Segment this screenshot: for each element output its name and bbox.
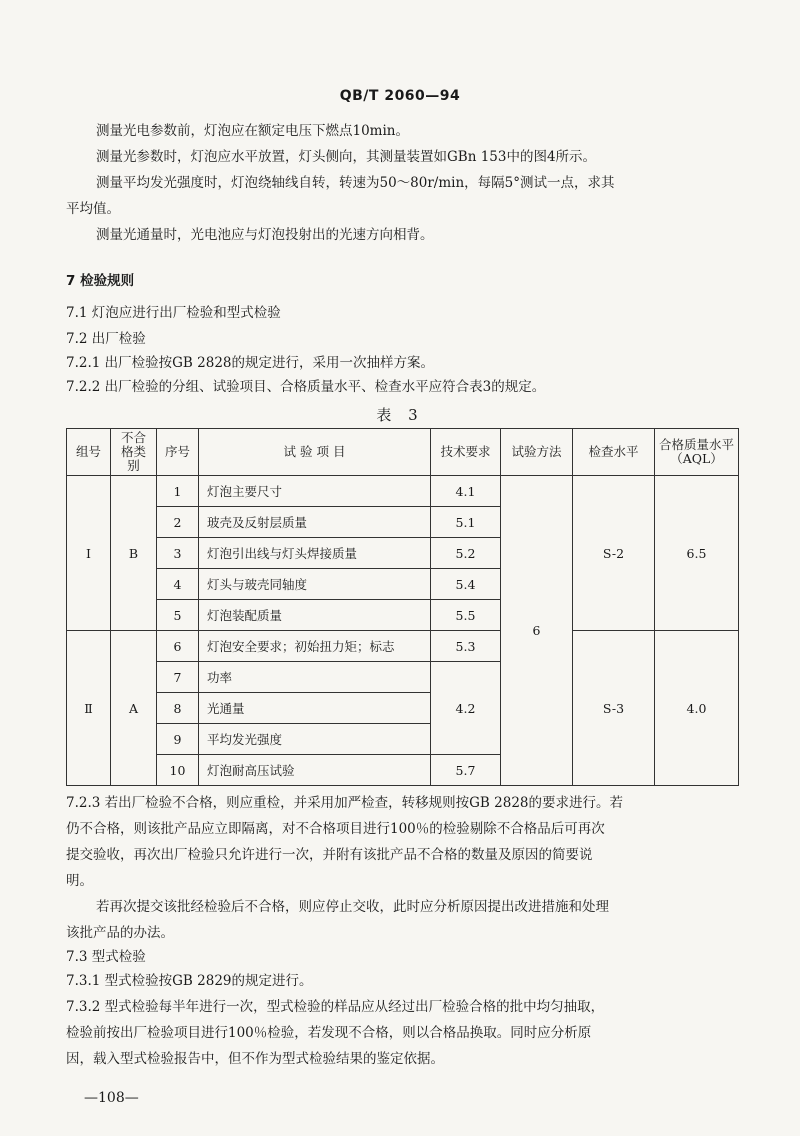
aql-cell: 4.0 [655, 631, 739, 786]
header-group: 组号 [67, 429, 111, 476]
tech-cell: 5.1 [431, 507, 501, 538]
standard-code-header: QB/T 2060—94 [339, 88, 461, 104]
intro-paragraph-3-cont: 平均值。 [66, 201, 120, 217]
header-seq: 序号 [157, 429, 199, 476]
seq-cell: 9 [157, 724, 199, 755]
category-cell: A [111, 631, 157, 786]
tech-cell: 4.1 [431, 476, 501, 507]
tech-cell: 5.3 [431, 631, 501, 662]
group-cell: Ⅰ [67, 476, 111, 631]
header-level: 检查水平 [573, 429, 655, 476]
header-method: 试验方法 [501, 429, 573, 476]
resubmit-paragraph-line-2: 该批产品的办法。 [66, 925, 174, 941]
section-7-2-1: 7.2.1 出厂检验按GB 2828的规定进行，采用一次抽样方案。 [66, 355, 434, 371]
method-cell: 6 [501, 476, 573, 786]
item-cell: 灯泡引出线与灯头焊接质量 [199, 538, 431, 569]
inspection-table [66, 428, 739, 786]
table-row [67, 631, 739, 662]
seq-cell: 5 [157, 600, 199, 631]
group-cell: Ⅱ [67, 631, 111, 786]
item-cell: 平均发光强度 [199, 724, 431, 755]
section-7-2-2: 7.2.2 出厂检验的分组、试验项目、合格质量水平、检查水平应符合表3的规定。 [66, 379, 546, 395]
seq-cell: 6 [157, 631, 199, 662]
level-cell: S-3 [573, 631, 655, 786]
section-7-2: 7.2 出厂检验 [66, 331, 146, 347]
seq-cell: 8 [157, 693, 199, 724]
section-7-2-3-line-1: 7.2.3 若出厂检验不合格，则应重检，并采用加严检查，转移规则按GB 2828的要求进行。若 [66, 795, 623, 811]
intro-paragraph-3: 测量平均发光强度时，灯泡绕轴线自转，转速为50～80r/min，每隔5°测试一点，求其 [96, 175, 615, 191]
item-cell: 灯泡耐高压试验 [199, 755, 431, 786]
section-7-3-1: 7.3.1 型式检验按GB 2829的规定进行。 [66, 973, 313, 989]
item-cell: 灯头与玻壳同轴度 [199, 569, 431, 600]
seq-cell: 7 [157, 662, 199, 693]
section-7-3-2-line-3: 因，载入型式检验报告中，但不作为型式检验结果的鉴定依据。 [66, 1051, 444, 1067]
table-caption: 表 3 [376, 406, 424, 424]
header-tech: 技术要求 [431, 429, 501, 476]
header-category: 不合格类 别 [111, 429, 157, 476]
tech-cell: 5.2 [431, 538, 501, 569]
level-cell: S-2 [573, 476, 655, 631]
seq-cell: 3 [157, 538, 199, 569]
section-7-2-3-line-2: 仍不合格，则该批产品应立即隔离，对不合格项目进行100％的检验剔除不合格品后可再次 [66, 821, 605, 837]
header-item: 试 验 项 目 [199, 429, 431, 476]
intro-paragraph-2: 测量光参数时，灯泡应水平放置，灯头侧向，其测量装置如GBn 153中的图4所示。 [96, 149, 597, 165]
section-7-3: 7.3 型式检验 [66, 949, 146, 965]
seq-cell: 1 [157, 476, 199, 507]
section-7-1: 7.1 灯泡应进行出厂检验和型式检验 [66, 305, 281, 321]
section-7-title: 7 检验规则 [66, 273, 135, 289]
intro-paragraph-1: 测量光电参数前，灯泡应在额定电压下燃点10min。 [96, 123, 409, 139]
tech-cell: 5.5 [431, 600, 501, 631]
item-cell: 功率 [199, 662, 431, 693]
section-7-3-2-line-2: 检验前按出厂检验项目进行100％检验，若发现不合格，则以合格品换取。同时应分析原 [66, 1025, 592, 1041]
item-cell: 灯泡主要尺寸 [199, 476, 431, 507]
resubmit-paragraph-line-1: 若再次提交该批经检验后不合格，则应停止交收，此时应分析原因提出改进措施和处理 [96, 899, 609, 915]
page-number: —108— [84, 1090, 139, 1106]
item-cell: 灯泡安全要求；初始扭力矩；标志 [199, 631, 431, 662]
seq-cell: 10 [157, 755, 199, 786]
section-7-2-3-line-4: 明。 [66, 873, 93, 889]
table-row [67, 476, 739, 507]
item-cell: 玻壳及反射层质量 [199, 507, 431, 538]
section-7-3-2-line-1: 7.3.2 型式检验每半年进行一次，型式检验的样品应从经过出厂检验合格的批中均匀抽取， [66, 999, 605, 1015]
item-cell: 光通量 [199, 693, 431, 724]
tech-cell: 5.7 [431, 755, 501, 786]
seq-cell: 4 [157, 569, 199, 600]
seq-cell: 2 [157, 507, 199, 538]
tech-cell: 4.2 [431, 662, 501, 755]
tech-cell: 5.4 [431, 569, 501, 600]
section-7-2-3-line-3: 提交验收，再次出厂检验只允许进行一次，并附有该批产品不合格的数量及原因的简要说 [66, 847, 593, 863]
header-aql: 合格质量水平（AQL） [655, 429, 739, 476]
intro-paragraph-4: 测量光通量时，光电池应与灯泡投射出的光速方向相背。 [96, 227, 434, 243]
table-header-row [67, 429, 739, 476]
category-cell: B [111, 476, 157, 631]
item-cell: 灯泡装配质量 [199, 600, 431, 631]
aql-cell: 6.5 [655, 476, 739, 631]
